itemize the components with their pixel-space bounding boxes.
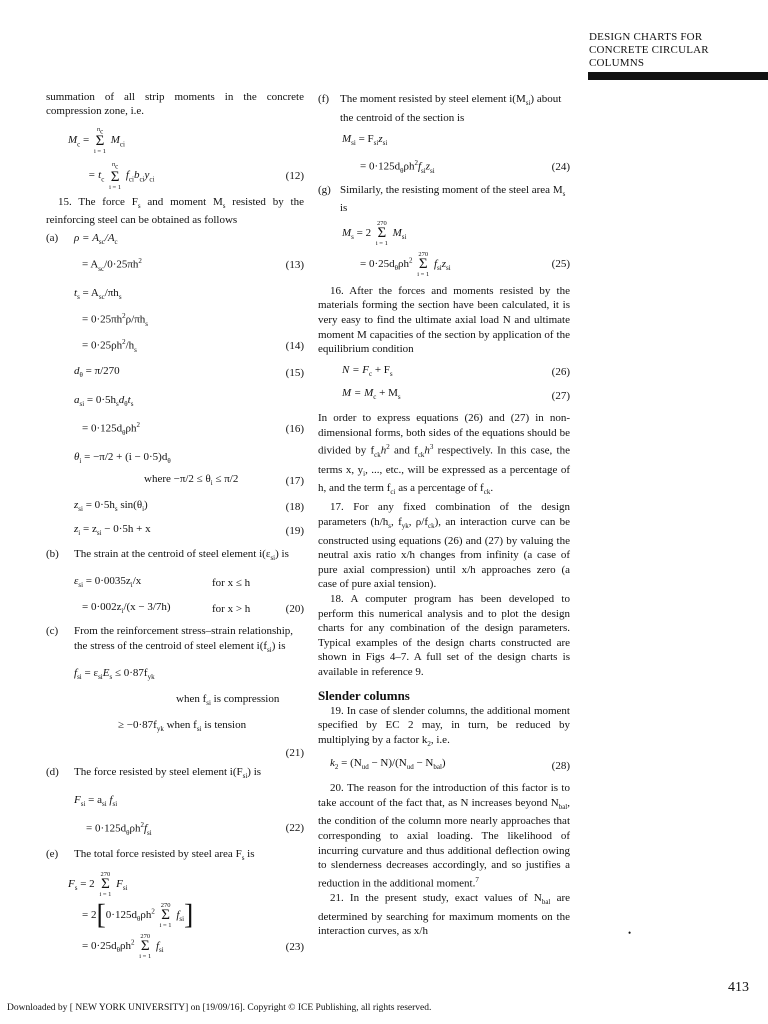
section-heading-slender: Slender columns — [318, 687, 410, 703]
paragraph-16: 16. After the forces and moments resisted by the materials forming the section have been calculated, it is very easy to find the ultimate axial load N and ultimate moment M capacities of the section by application of the equilibrium condition — [318, 284, 570, 356]
equation-17: where $-\pi/2 \le \theta_i \le \pi/2$ (17) — [144, 472, 304, 487]
equation-18: $z_{si} = 0\cdot 5h_s$ $\sin(\theta_i)$ (18) — [74, 499, 304, 514]
download-footer: Downloaded by [ NEW YORK UNIVERSITY] on [19/09/16]. Copyright © ICE Publishing, all rights reserved. — [7, 1003, 432, 1013]
equation-16: = $0\cdot 125d_\theta\rho h^2$ (16) — [82, 420, 304, 437]
equation-13: = $A_{sc}/0\cdot 25\pi h^2$ (13) — [82, 257, 304, 274]
equation-asi: $a_{si} = 0\cdot 5h_sd_\theta t_s$ — [74, 394, 134, 409]
paragraph-20: 20. The reason for the introduction of this factor is to take account of the fact that, as N increases beyond $N_{bal}$, the condition of the column more nearly approaches that corresponding to axial loading. The likelihood of incurring curvature and thus additional deflection owing to slenderness decreases accordingly, and so justifies a reduction in the additional moment.$^7$ — [318, 782, 570, 890]
equation-fsi-tension: ≥ $-0\cdot 87f_{yk}$ when $f_{si}$ is tension — [118, 719, 247, 734]
equation-20: = $0\cdot 002z_i/(x - 3/7h)$ for x > h (20) — [82, 600, 304, 615]
equation-mc: $M_c$ = $n_c$ Σ i = 1 $M_{ci}$ — [68, 126, 125, 156]
header-line: CONCRETE CIRCULAR — [589, 44, 709, 56]
paragraph-18: 18. A computer program has been developed to perform this numerical analysis and to plot the design charts for any combination of the design parameters. Typical examples of the design charts constructed are shown in Figs 4–7. A full set of the design charts is available in reference 9. — [318, 592, 570, 678]
equation-fsi: $f_{si} = \varepsilon_{si}E_s \le 0\cdot 87f_{yk}$ — [74, 667, 155, 682]
paragraph-19: 19. In case of slender columns, the additional moment specified by EC 2 may, in turn, be reduced by multiplying by a factor $k_2$, i.e. — [318, 704, 570, 748]
paragraph-nondimensional: In order to express equations (26) and (27) in non-dimensional forms, both sides of the equations should be divided by $f_{ck}h^2$ and $f_{ck}h^3$ respectively. In this case, the terms x, $y_i$, ..., etc., will be expressed as a percentage of h, and the term $f_{ci}$ as a percentage of $f_{ck}$. — [318, 412, 570, 497]
paragraph-15: 15. The force $F_s$ and moment $M_s$ resisted by the reinforcing steel can be obtained as follows — [46, 195, 304, 227]
paragraph-17: 17. For any fixed combination of the design parameters ($h/h_s$, $f_{yk}$, $\rho/f_{ck}$), an interaction curve can be constructed using equations (26) and (27) by valuing the neutral axis ratio x/h changes from infinity (a case of pure axial compression) until x/h approaches zero (a case of pure axial tension). — [318, 501, 571, 591]
equation-fsi-when: when $f_{si}$ is compression — [176, 692, 280, 707]
intro-text: summation of all strip moments in the concrete compression zone, i.e. — [46, 91, 304, 117]
equation-27: $M = M_c + M_s$ (27) — [342, 387, 570, 402]
header-rule — [588, 72, 768, 80]
item-g: (g) Similarly, the resisting moment of the steel area $M_s$ is — [318, 183, 566, 215]
equation-21: (21) — [285, 746, 304, 759]
equation-Fs2: = $2[0\cdot 125d_\theta\rho h^2$ 270 Σ i = 1 $f_{si}$] — [82, 899, 194, 931]
equation-Fs: $F_s = 2$ 270 Σ i = 1 $F_{si}$ — [68, 871, 128, 899]
equation-19: $z_i = z_{si} - 0\cdot 5h + x$ (19) — [74, 522, 304, 537]
equation-23: = $0\cdot 25d_\theta\rho h^2$ 270 Σ i = 1 $f_{si}$ (23) — [82, 933, 304, 961]
header-line: DESIGN CHARTS FOR — [589, 31, 703, 43]
equation-number: (12) — [285, 169, 304, 182]
equation-ts: $t_s = A_{sc}/\pi h_s$ — [74, 287, 122, 302]
item-e: (e) The total force resisted by steel area $F_s$ is — [46, 847, 255, 862]
item-b: (b) The strain at the centroid of steel element $i(\varepsilon_{si})$ is — [46, 548, 289, 563]
page-number: 413 — [728, 980, 749, 995]
equation-15: $d_\theta = \pi/270$ (15) — [74, 364, 304, 379]
paragraph-21: 21. In the present study, exact values of $N_{bal}$ are determined by searching for maximum moments on the interaction curves, as x/h — [318, 892, 570, 938]
right-column — [318, 92, 570, 939]
equation-14: = $0\cdot 25\rho h^2/h_s$ (14) — [82, 338, 304, 355]
equation-24: = $0\cdot 125d_\theta\rho h^2f_{si}z_{si}$ (24) — [360, 158, 570, 175]
equation-26: $N = F_c + F_s$ (26) — [342, 363, 570, 378]
equation-theta: $\theta_i = -\pi/2 + (i - 0\cdot 5)d_\theta$ — [74, 450, 171, 466]
left-column — [46, 90, 304, 960]
header-line: COLUMNS — [589, 57, 645, 69]
item-f: (f) The moment resisted by steel element $i(M_{si})$ about the centroid of the section is — [318, 93, 562, 124]
equation-eps: $\varepsilon_{si} = 0\cdot 0035z_i/x$ for x ≤ h — [74, 574, 251, 590]
equation-ts2: = $0\cdot 25\pi h^2\rho/\pi h_s$ — [82, 312, 149, 328]
running-header — [589, 31, 764, 70]
equation-25: = $0\cdot 25d_\theta\rho h^2$ 270 Σ i = 1 $f_{si}z_{si}$ (25) — [360, 250, 570, 278]
equation-Ms: $M_s = 2$ 270 Σ i = 1 $M_{si}$ — [342, 219, 407, 247]
equation-Msi: $M_{si} = F_{si}z_{si}$ — [342, 133, 388, 148]
item-a: (a) $\rho = A_{sc}/A_c$ — [46, 231, 118, 246]
item-d: (d) The force resisted by steel element $i(F_{si})$ is — [46, 766, 262, 781]
equation-28: $k_2 = (N_{ud} - N)/(N_{ud} - N_{bal})$ (28) — [330, 757, 570, 772]
item-c: (c) From the reinforcement stress–strain relationship, the stress of the centroid of steel element $i(f_{si})$ is — [46, 625, 294, 654]
margin-mark: • — [628, 928, 632, 938]
equation-22: = $0\cdot 125d_\theta\rho h^2f_{si}$ (22) — [86, 820, 304, 837]
equation-Fsi: $F_{si} = a_{si}$ $f_{si}$ — [74, 793, 118, 809]
equation-12: = $t_c$ $n_c$ Σ i = 1 $f_{ci}b_{ci}y_{ci}$ (12) — [88, 161, 304, 191]
